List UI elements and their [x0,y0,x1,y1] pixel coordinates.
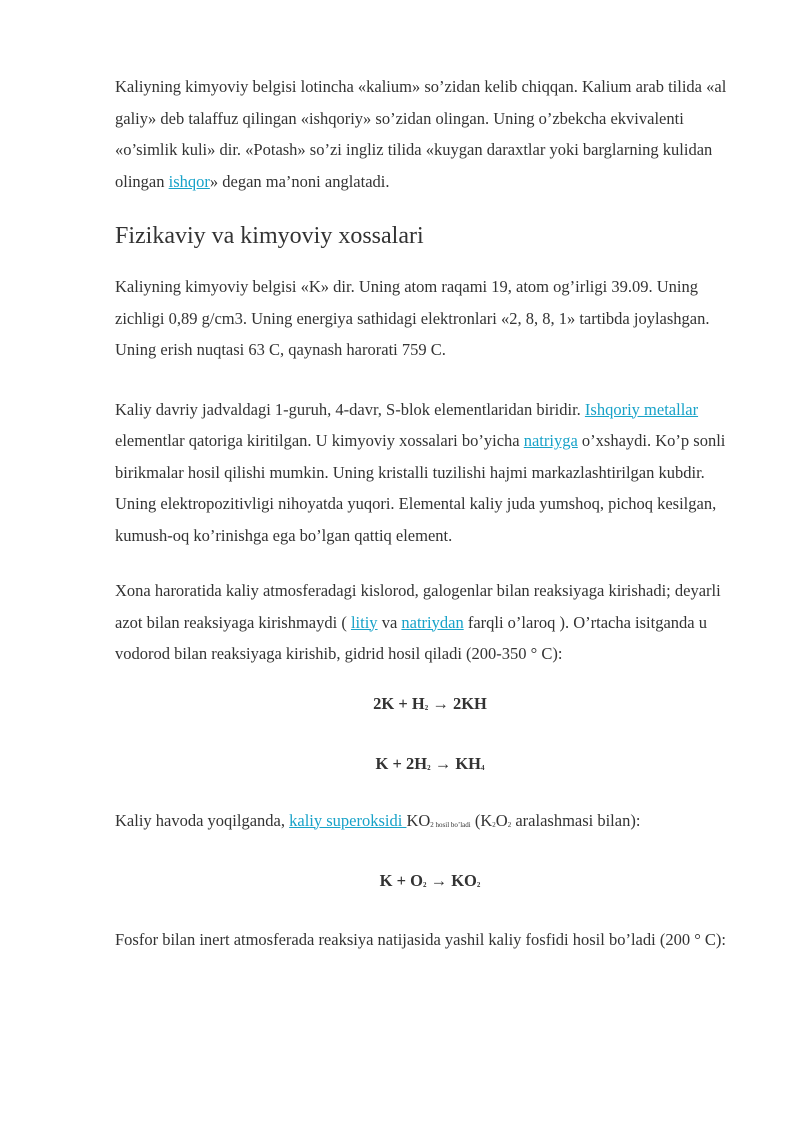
paragraph-combustion-text-4: aralashmasi bilan): [511,810,641,830]
paragraph-combustion-sub-o: 2 [507,820,512,829]
equation-kh4-right: KH [455,753,481,773]
equation-superoxide-right: KO [451,871,477,890]
equation-hydride-left: 2K + H [373,693,425,713]
paragraph-combustion-text-1: Kaliy havoda yoqilganda, [115,810,290,830]
equation-kh4-sub-1: 2 [427,763,431,772]
paragraph-etymology-text: Kaliyning kimyoviy belgisi lotincha «kalium» so’zidan kelib chiqqan. Kalium arab tilida «al galiy» deb talaffuz qilingan «ishqoriy» so’zidan olingan. Uning o’zbekcha ekvivalenti «o’simlik kuli» dir. «Potash» so’zi ingliz tilida «kuygan daraxtlar yoki barglarning kulidan olingan [115,77,727,191]
equation-superoxide-sub-2: 2 [476,881,481,889]
paragraph-phosphide: Fosfor bilan inert atmosferada reaksiya natijasida yashil kaliy fosfidi hosil bo’ladi (200 ° C): [115,930,726,949]
link-litiy[interactable]: litiy [350,612,378,632]
equation-superoxide-arrow: → [426,871,452,890]
equation-hydride [115,692,745,720]
equation-hydride-sub: 2 [424,703,429,712]
paragraph-combustion-sub-note: 2 hosil bo’ladi [430,820,471,829]
equation-kh4-left: K + 2H [375,753,428,773]
equation-superoxide [115,869,745,897]
equation-kh4-arrow: → [430,753,456,773]
link-natriydan[interactable]: natriydan [401,612,464,632]
paragraph-periodic [115,394,745,552]
paragraph-combustion-text-3: O [495,810,508,830]
paragraph-properties: Kaliyning kimyoviy belgisi «K» dir. Uning atom raqami 19, atom og’irligi 39.09. Uning zichligi 0,89 g/cm3. Uning energiya sathidagi elektronlari «2, 8, 8, 1» tartibda joylashgan. Uning erish nuqtasi 63 C, qaynash harorati 759 C. [115,277,710,359]
paragraph-periodic-text-1: Kaliy davriy jadvaldagi 1-guruh, 4-davr, S-blok elementlaridan biridir. [115,399,585,419]
paragraph-reactions-text-1: Xona haroratida kaliy atmosferadagi kislorod, galogenlar bilan reaksiyaga kirishadi; deyarli azot bilan reaksiyaga kirishmaydi ( [115,581,721,632]
paragraph-etymology-text-end: » degan ma’noni anglatadi. [209,171,390,191]
equation-superoxide-sub-1: 2 [422,881,427,889]
paragraph-periodic-text-3: o’xshaydi. Ko’p sonli birikmalar hosil qilishi mumkin. Uning kristalli tuzilishi hajmi markazlashtirilgan kubdir. Uning elektropozitivligi nihoyatda yuqori. Elemental kaliy juda yumshoq, pichoq kesilgan, kumush-oq ko’rinishga ega bo’lgan qattiq element. [115,431,726,545]
link-ishqor[interactable]: ishqor [168,171,210,191]
equation-kh4-sub-2: 4 [481,763,485,772]
paragraph-combustion [115,805,745,842]
paragraph-combustion-text-2: (K [470,810,493,830]
section-heading: Fizikaviy va kimyoviy xossalari [115,223,424,249]
link-natriyga[interactable]: natriyga [523,431,578,450]
equation-hydride-right: 2KH [452,693,487,713]
paragraph-periodic-text-2: elementlar qatoriga kiritilgan. U kimyoviy xossalari bo’yicha [115,431,524,450]
paragraph-reactions-text-3: farqli o’laroq ). O’rtacha isitganda u vodorod bilan reaksiyaga kirishib, gidrid hosil qiladi (200-350 ° C): [115,612,707,663]
paragraph-reactions-text-2: va [377,612,402,632]
equation-kh4 [115,752,745,780]
equation-superoxide-left: K + O [379,871,423,890]
paragraph-etymology [115,71,745,197]
paragraph-combustion-sub-k: 2 [492,820,496,829]
paragraph-reactions [115,575,745,670]
link-kaliy-superoksidi[interactable]: kaliy superoksidi [289,810,407,830]
article-body [115,71,745,956]
paragraph-combustion-formula: KO [406,810,431,830]
equation-hydride-arrow: → [428,693,453,713]
link-ishqoriy-metallar[interactable]: Ishqoriy metallar [584,399,699,419]
